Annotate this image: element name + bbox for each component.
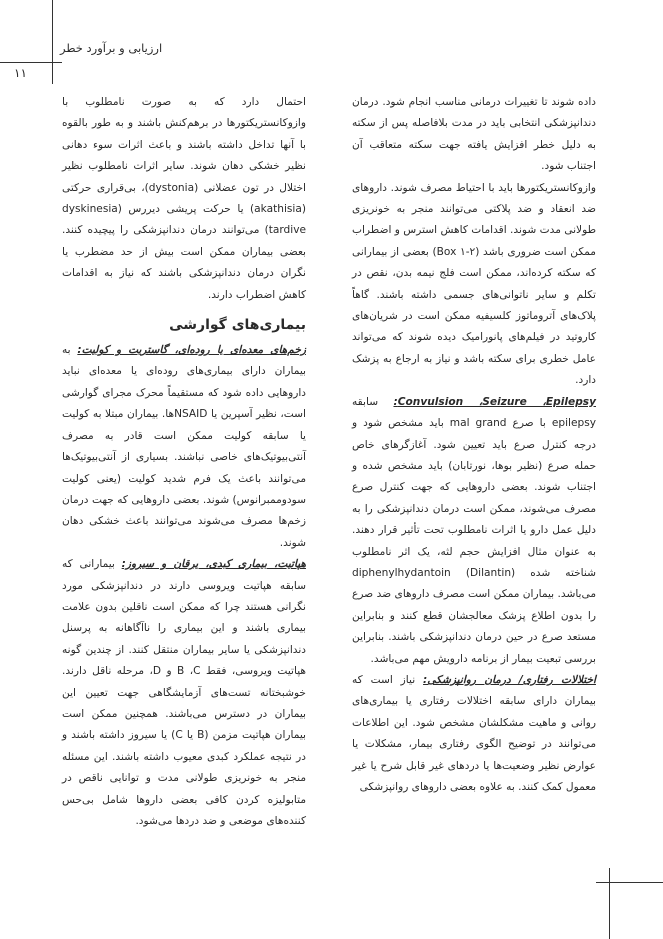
paragraph-body: نیاز است که بیماران دارای سابقه اختلالات رفتاری یا بیماری‌های روانی و ماهیت مشکلشان مشخص شود. این اطلاعات می‌توانند در توضیح الگوی رفتاری بیمار، مشکلات یا عوارض نظیر وضعیت‌ها یا دردهای غیر قابل شرح یا غیر معمول کمک کنند. به علاوه بعضی داروهای روانپزشکی: [352, 673, 596, 793]
section-heading: بیماری‌های گوارشی: [169, 317, 306, 334]
paragraph-body: به بیماران دارای بیماری‌های روده‌ای یا معده‌ای نباید داروهایی داده شود که مستقیماً محرک مجرای گوارشی است، نظیر آسپرین یا NSAIDها. بیماران مبتلا به کولیت یا سابقه کولیت ممکن است قادر به مصرف آنتی‌بیوتیک‌های خاصی نباشند. بسیاری از آنتی‌بیوتیک‌ها می‌توانند باعث یک فرم شدید کولیت (یعنی کولیت سودوممبرانوس) شوند. بعضی داروهایی که جهت درمان زخم‌ها مصرف می‌شوند می‌توانند باعث خشکی دهان شوند.: [62, 344, 306, 549]
paragraph: احتمال دارد که به صورت نامطلوب با وازوکانستریکتورها در برهم‌کنش باشند و به طور بالقوه با آنها تداخل داشته باشند و باعث اثرات سوء دهانی نظیر خشکی دهان شوند. سایر اثرات نامطلوب نظیر اختلال در تون عضلانی (dystonia)، بی‌قراری حرکتی (akathisia) یا حرکت پریشی دیررس (dyskinesia tardive) می‌توانند درمان دندانپزشکی را پیچیده کنند. بعضی بیماران ممکن است بیش از حد مضطرب یا نگران درمان دندانپزشکی باشند که نیاز به اقدامات کاهش اضطراب دارند.: [62, 96, 307, 301]
crop-mark-bottom-vertical: [609, 868, 610, 939]
running-header: ارزیابی و برآورد خطر: [60, 41, 163, 55]
paragraph: داده شوند تا تغییرات درمانی مناسب انجام شود. درمان دندانپزشکی انتخابی باید در مدت بلافاصله پس از سکته به دلیل خطر افزایش یافته جهت سکته متعاقب آن اجتناب شود.: [352, 96, 596, 173]
paragraph-body: بیمارانی که سابقه هپاتیت ویروسی دارند در دندانپزشکی مورد نگرانی هستند چرا که ممکن است ناقلین بدون علامت بیماری باشند و این بیماری را ناآگاهانه به پرسنل دندانپزشکی یا سایر بیماران منتقل کنند. از چندین گونه هپاتیت ویروسی، فقط B ،C و D، مرحله ناقل دارند. خوشبختانه تست‌های آزمایشگاهی جهت تعیین این بیماران در دسترس می‌باشند. همچنین ممکن است بیماران هپاتیت مزمن (B یا C) یا سیروز داشته باشند و در نتیجه عملکرد کبدی معیوب داشته باشند. این مسئله منجر به خونریزی طولانی مدت و توانایی ناقص در متابولیزه کردن کافی بعضی داروها شامل بی‌حس کننده‌های موضعی و ضد دردها می‌شود.: [62, 558, 307, 827]
paragraph-lead: زخم‌های معده‌ای یا روده‌ای، گاستریت و کولیت:: [77, 344, 306, 357]
paragraph-lead: Convulsion ،Seizure ،Epilepsy:: [393, 395, 596, 408]
paragraph: [352, 392, 596, 670]
paragraph: [62, 554, 306, 832]
paragraph-lead: هپاتیت، بیماری کبدی، یرقان و سیروز:: [121, 558, 306, 571]
paragraph-body: سابقه epilepsy با صرع mal grand باید مشخص شود و درجه کنترل صرع باید تعیین شود. آغازگرهای خاص حمله صرع (نظیر بوها، نورتابان) باید مشخص شده و اجتناب شوند. بعضی داروهایی که جهت کنترل صرع مصرف می‌شوند، ممکن است درمان دندانپزشکی را به دلیل عمل دارو یا اثرات نامطلوب تحت تأثیر قرار دهند. به عنوان مثال افزایش حجم لثه، یک اثر نامطلوب شناخته شده (Dilantin) diphenylhydantoin می‌باشد. بیماران ممکن است مصرف داروهای ضد صرع را بدون اطلاع پزشک معالجشان قطع کنند و بنابراین مستعد صرع در حین درمان دندانپزشکی باشند. بنابراین بررسی تبعیت بیمار از برنامه دارویش مهم می‌باشد.: [352, 395, 597, 665]
right-column: [352, 92, 596, 798]
paragraph: [352, 670, 596, 798]
paragraph: وازوکانستریکتورها باید با احتیاط مصرف شوند. داروهای ضد انعقاد و ضد پلاکتی می‌توانند منجر به خونریزی طولانی مدت شوند. اقدامات کاهش استرس و اضطراب ممکن است ضروری باشد (Box ۱-۲) بعضی از بیمارانی که سکته کرده‌اند، ممکن است فلج نیمه بدن، نقص در تکلم و سایر ناتوانی‌های جسمی داشته باشند. گاهاً پلاک‌های آتروماتوز کلسیفیه ممکن است در شریان‌های کاروتید در فیلم‌های پانورامیک دیده شوند که می‌تواند عامل خطری برای سکته باشد و نیاز به ارجاع به پزشک دارد.: [352, 181, 596, 387]
left-column: [62, 92, 306, 832]
crop-mark-top-vertical: [52, 0, 53, 84]
page-number: ۱۱: [14, 66, 27, 80]
paragraph: [62, 340, 306, 554]
crop-mark-bottom-horizontal: [596, 882, 663, 883]
paragraph-lead: اختلالات رفتاری/ درمان روانپزشکی:: [423, 673, 596, 686]
